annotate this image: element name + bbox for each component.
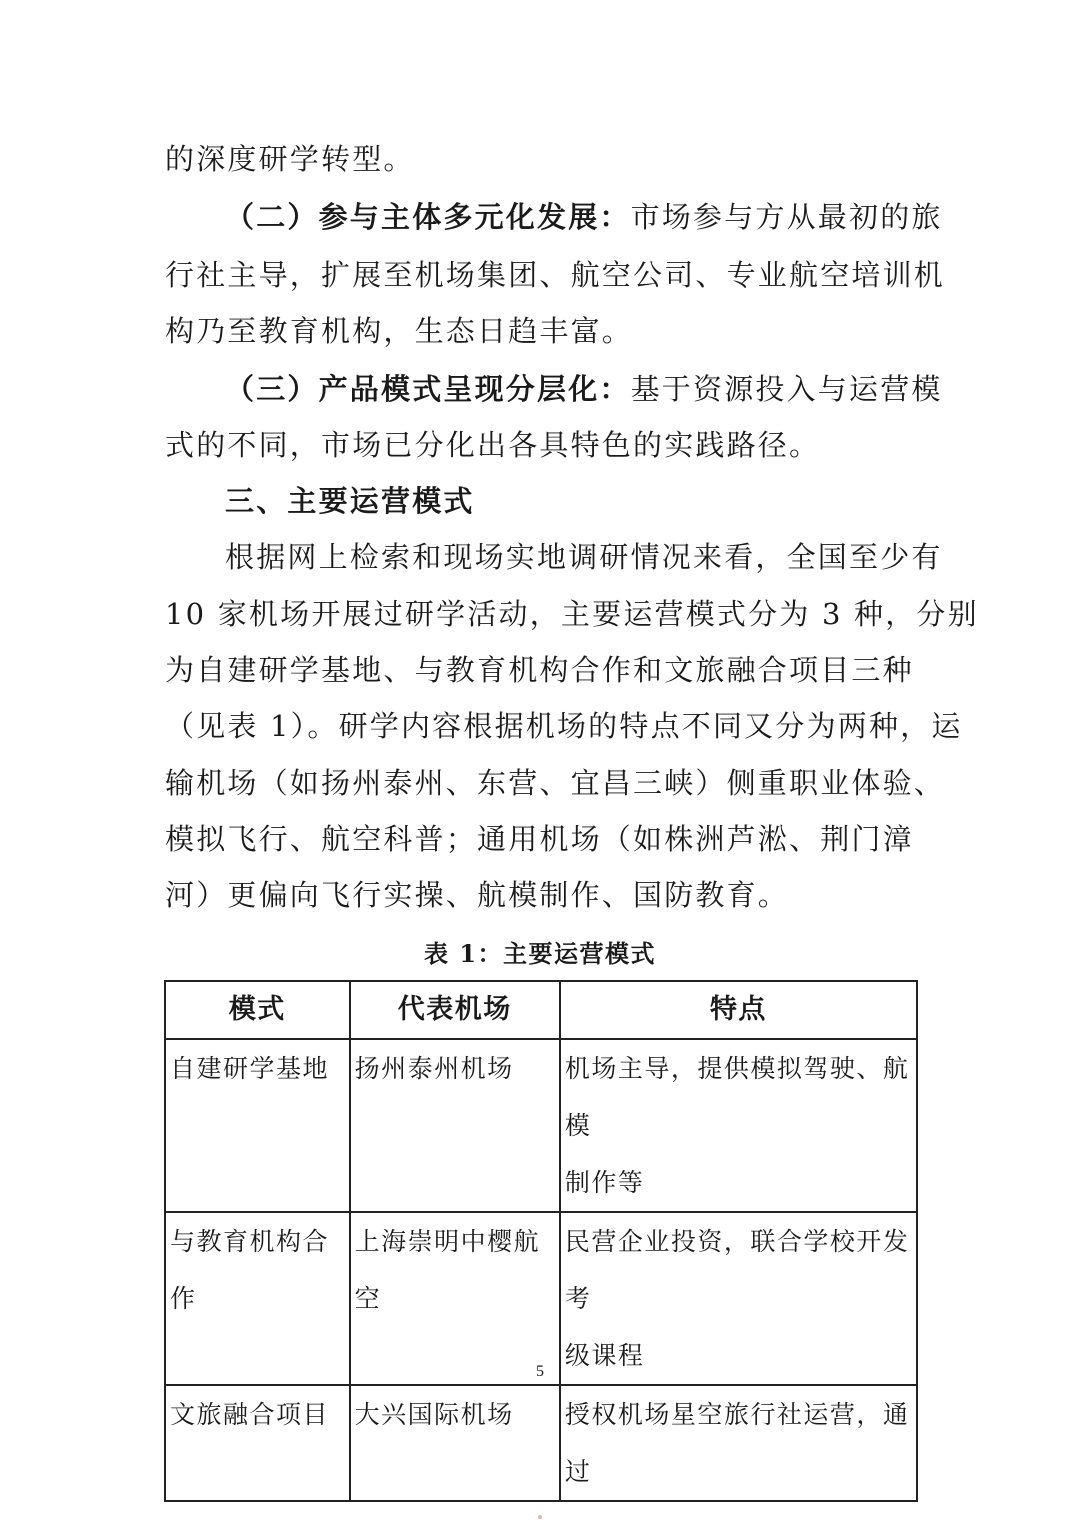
cell-mode: 自建研学基地 [165, 1039, 350, 1212]
table-header-row [165, 981, 917, 1039]
cell-feature-line-2: 级课程 [564, 1341, 645, 1370]
paragraph-3-line-1 [225, 369, 943, 409]
paragraph-2-text: 市场参与方从最初的旅 [630, 200, 943, 234]
cell-feature-line-1: 机场主导，提供模拟驾驶、航模 [564, 1054, 910, 1140]
paragraph-3-line-2: 式的不同，市场已分化出各具特色的实践路径。 [165, 428, 821, 462]
paragraph-2-line-2: 行社主导，扩展至机场集团、航空公司、专业航空培训机 [165, 258, 946, 292]
paragraph-4-line-1: 根据网上检索和现场实地调研情况来看，全国至少有 [225, 540, 943, 574]
paragraph-4-line-5: 输机场（如扬州泰州、东营、宜昌三峡）侧重职业体验、 [165, 766, 946, 800]
cell-feature-line-1: 授权机场星空旅行社运营，通过 [564, 1400, 910, 1486]
paragraph-4-line-4: （见表 1）。研学内容根据机场的特点不同又分为两种，运 [165, 709, 963, 743]
table-caption: 表 1：主要运营模式 [423, 939, 657, 968]
paragraph-2-heading: （二）参与主体多元化发展： [225, 200, 631, 234]
page-number: 5 [536, 1363, 544, 1380]
paragraph-3-heading: （三）产品模式呈现分层化： [225, 372, 631, 406]
table-row [165, 1039, 917, 1212]
paragraph-4-line-7: 河）更偏向飞行实操、航模制作、国防教育。 [165, 878, 790, 912]
cell-mode: 与教育机构合作 [165, 1212, 350, 1385]
cell-feature-line-2: 制作等 [564, 1168, 645, 1197]
cell-airport: 大兴国际机场 [350, 1385, 560, 1501]
paragraph-4-line-6: 模拟飞行、航空科普；通用机场（如株洲芦淞、荆门漳 [165, 822, 914, 856]
section-heading: 三、主要运营模式 [225, 484, 475, 518]
cell-feature [560, 1039, 917, 1212]
cell-airport: 扬州泰州机场 [350, 1039, 560, 1212]
cell-feature [560, 1385, 917, 1501]
paragraph-2-line-1 [225, 197, 943, 237]
paragraph-2-line-3: 构乃至教育机构，生态日趋丰富。 [165, 314, 634, 348]
operating-modes-table [164, 980, 918, 1502]
scroll-indicator-dot [538, 1515, 542, 1519]
paragraph-4-line-3: 为自建研学基地、与教育机构合作和文旅融合项目三种 [165, 653, 914, 687]
header-mode: 模式 [165, 981, 350, 1039]
header-airport: 代表机场 [350, 981, 560, 1039]
cell-mode: 文旅融合项目 [165, 1385, 350, 1501]
cell-feature-line-1: 民营企业投资，联合学校开发考 [564, 1227, 910, 1313]
table-row [165, 1385, 917, 1501]
header-feature: 特点 [560, 981, 917, 1039]
paragraph-3-text: 基于资源投入与运营模 [630, 372, 943, 406]
cell-airport: 上海崇明中樱航空 [350, 1212, 560, 1385]
paragraph-4-line-2: 10 家机场开展过研学活动，主要运营模式分为 3 种，分别 [165, 597, 979, 631]
cell-feature [560, 1212, 917, 1385]
body-line: 的深度研学转型。 [165, 142, 415, 176]
table-row [165, 1212, 917, 1385]
